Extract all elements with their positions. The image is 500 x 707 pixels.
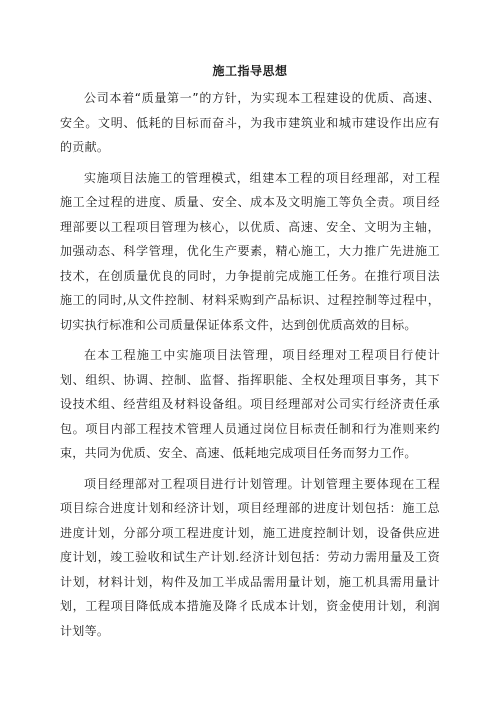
paragraph-1: 公司本着“质量第一”的方针，为实现本工程建设的优质、高速、安全。文明、低耗的目标而奋斗，为我市建筑业和城市建设作出应有的贡献。 — [60, 91, 440, 154]
paragraph-3: 在本工程施工中实施项目法管理，项目经理对工程项目行使计划、组织、协调、控制、监督、指挥职能、全权处理项目事务，其下设技术组、经营组及材料设备组。项目经理部对公司实行经济责任承包。项目内部工程技术管理人员通过岗位目标责任制和行为准则来约束，共同为优质、安全、高速、低耗地完成项目任务而努力工作。 — [60, 348, 440, 460]
paragraph-2: 实施项目法施工的管理模式，组建本工程的项目经理部，对工程施工全过程的进度、质量、安全、成本及文明施工等负全责。项目经理部要以工程项目管理为核心，以优质、高速、安全、文明为主轴，加强动态、科学管理，优化生产要素，精心施工，大力推广先进施工技术，在创质量优良的同时，力争提前完成施工任务。在推行项目法施工的同时,从文件控制、材料采购到产品标识、过程控制等过程中，切实执行标准和公司质量保证体系文件，达到创优质高效的目标。 — [60, 170, 440, 332]
document-title: 施工指导思想 — [212, 64, 288, 78]
paragraph-4: 项目经理部对工程项目进行计划管理。计划管理主要体现在工程项目综合进度计划和经济计划，项目经理部的进度计划包括：施工总进度计划，分部分项工程进度计划，施工进度控制计划，设备供应进度计划，竣工验收和试生产计划.经济计划包括：劳动力需用量及工资计划，材料计划，构件及加工半成品需用量计划，施工机具需用量计划，工程项目降低成本措施及降彳氐成本计划，资金使用计划，利润计划等。 — [60, 476, 440, 638]
document-page — [60, 62, 440, 649]
